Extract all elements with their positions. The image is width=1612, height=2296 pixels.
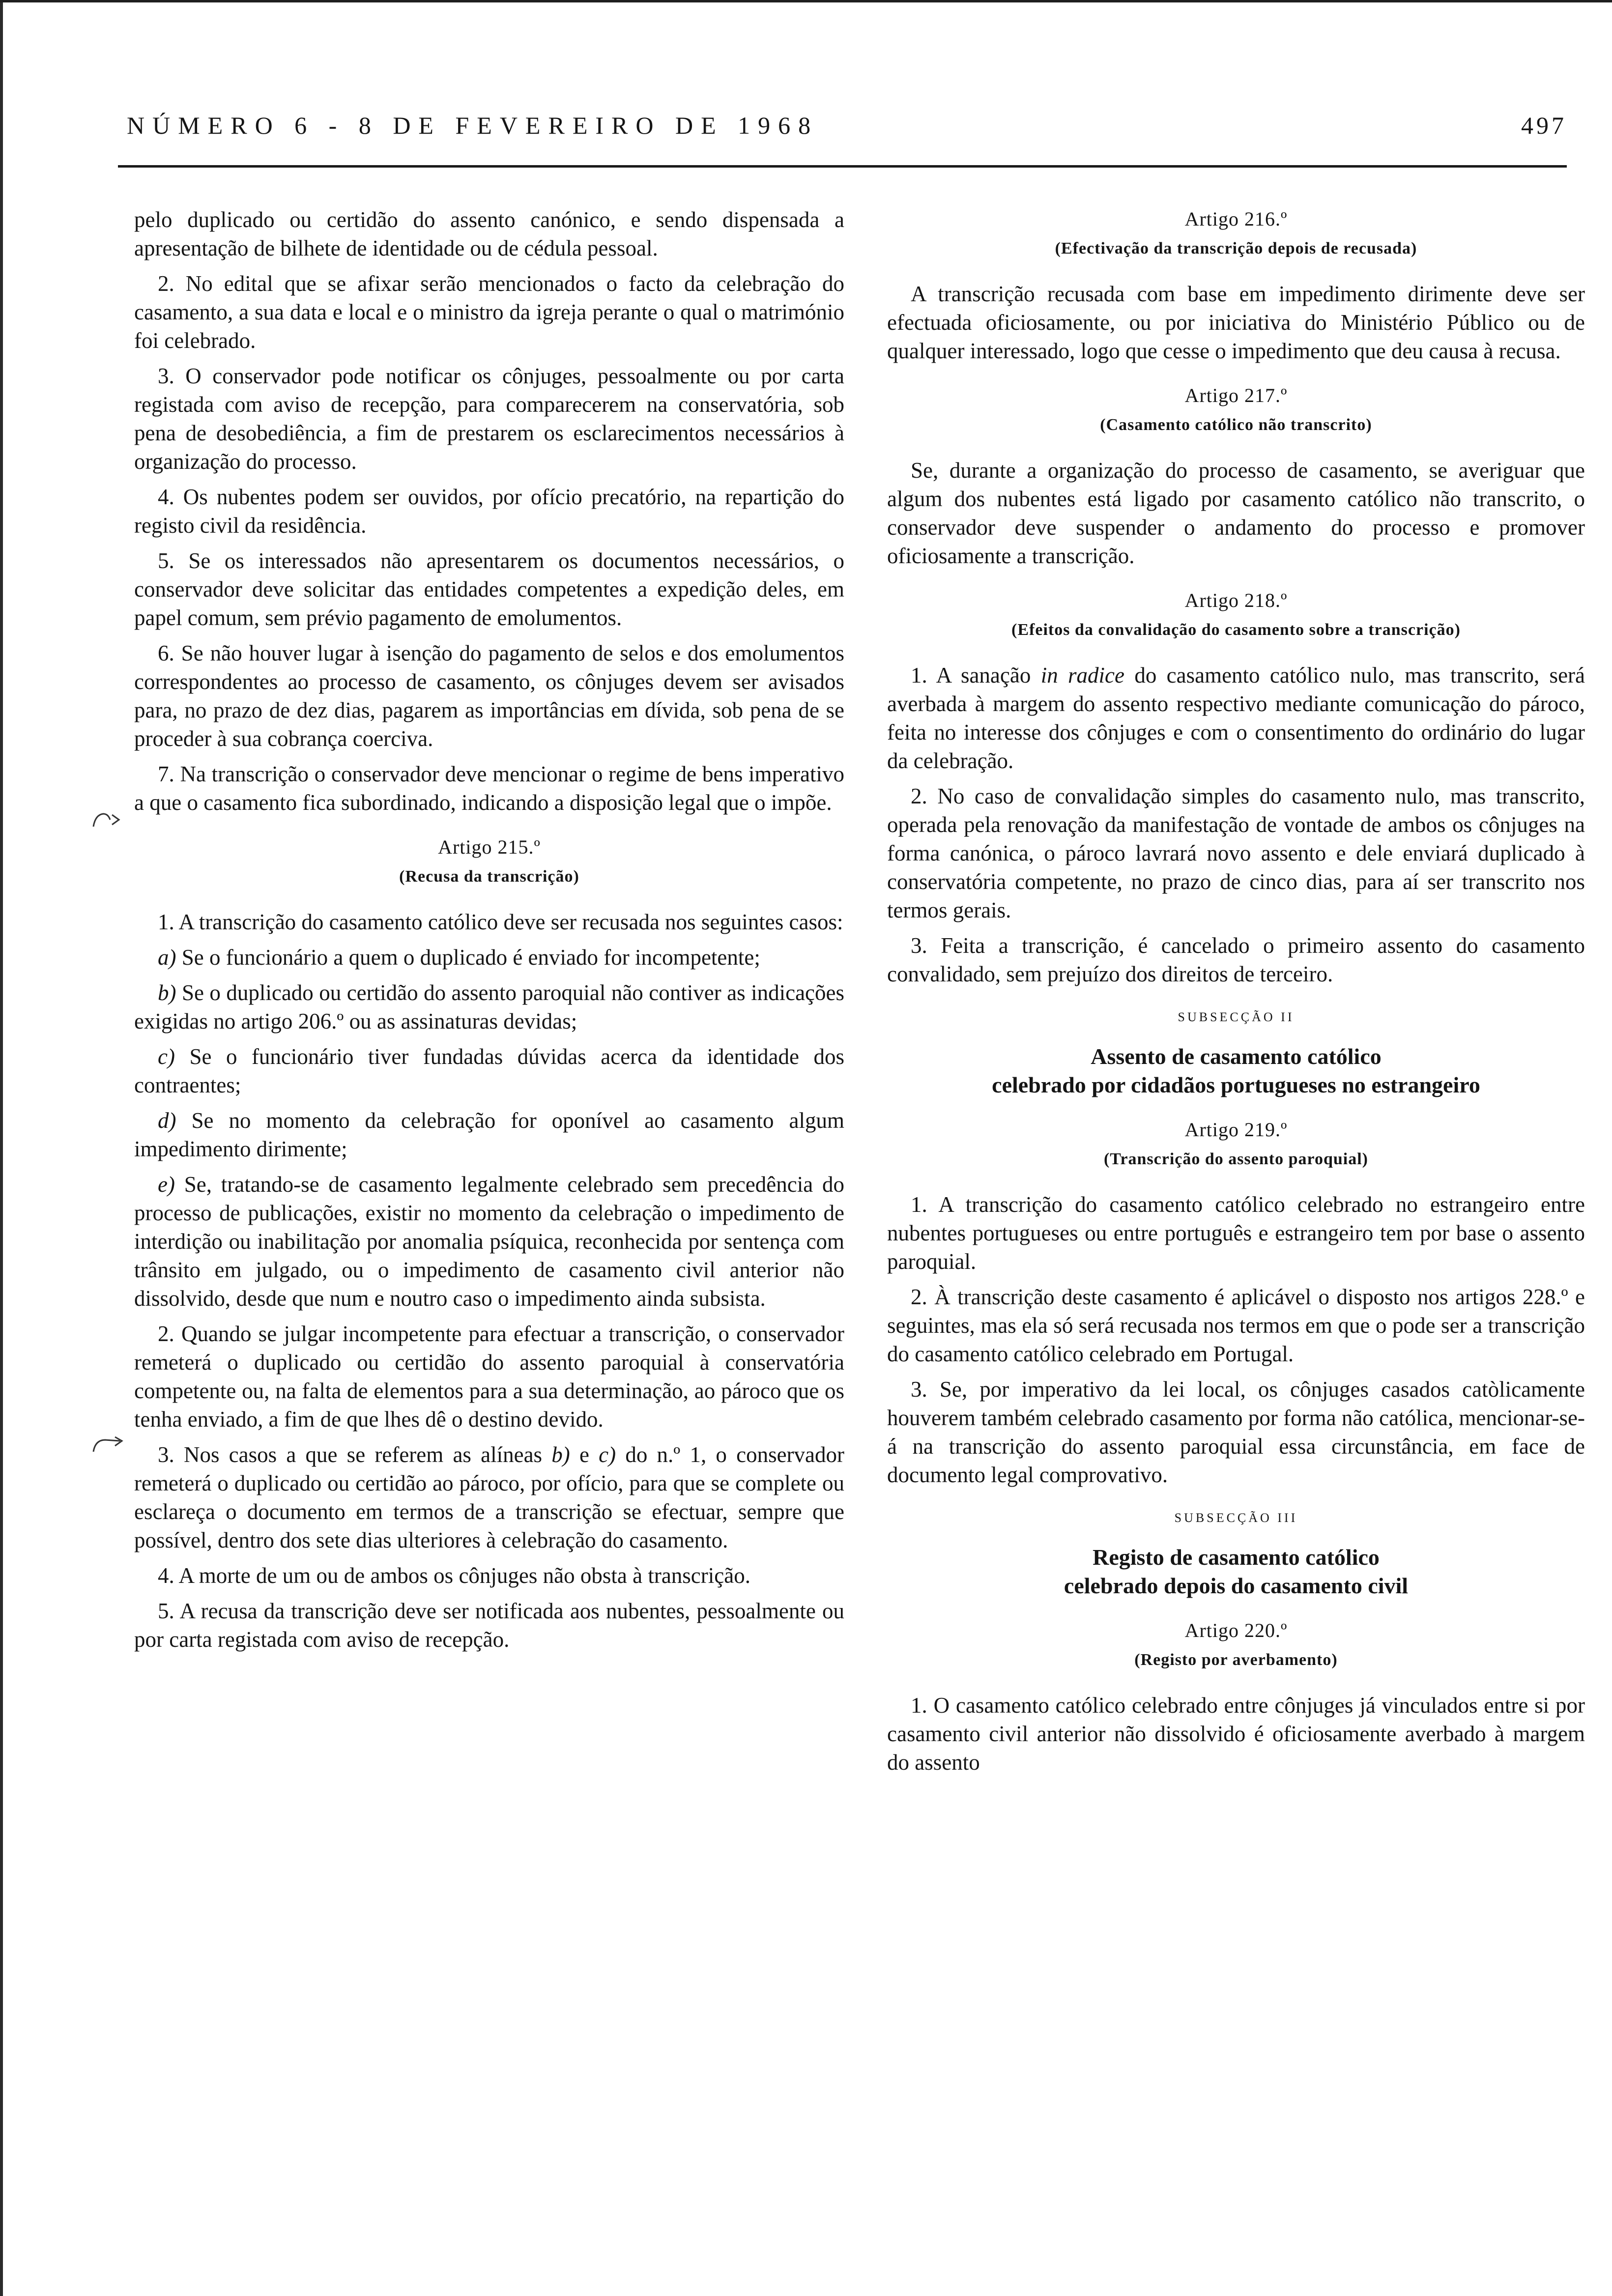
text-run: 3. Nos casos a que se referem as alíneas bbox=[158, 1442, 552, 1467]
header-issue-date: NÚMERO 6 - 8 DE FEVEREIRO DE 1968 bbox=[127, 112, 819, 139]
header-page-number: 497 bbox=[1521, 112, 1567, 139]
paragraph: 4. A morte de um ou de ambos os cônjuges não obsta à transcrição. bbox=[158, 1563, 750, 1588]
margin-arrow-mark-2 bbox=[90, 1435, 130, 1455]
left-column bbox=[134, 205, 844, 1661]
item-text: Se no momento da celebração for oponível ao casamento algum impedimento dirimente; bbox=[134, 1108, 844, 1161]
paragraph: 6. Se não houver lugar à isenção do pagamento de selos e dos emolumentos correspondentes ao processo de casamento, os cônjuges devem ser avisados para, no prazo de dez dias, pagarem as importâncias em dívida, sob pena de se proceder à sua cobrança coerciva. bbox=[134, 641, 844, 751]
item-ref: c) bbox=[599, 1442, 616, 1467]
section-heading bbox=[887, 1543, 1585, 1600]
right-column bbox=[887, 205, 1585, 1783]
latin-term: in radice bbox=[1040, 663, 1124, 688]
item-ref: b) bbox=[551, 1442, 570, 1467]
page-header bbox=[127, 111, 1567, 155]
article-subtitle: (Recusa da transcrição) bbox=[399, 867, 579, 886]
paragraph: 2. À transcrição deste casamento é aplicável o disposto nos artigos 228.º e seguintes, mas ela só será recusada nos termos em que o pode ser a transcrição do casamento católico celebrado em Portugal. bbox=[887, 1285, 1585, 1366]
item-text: Se o duplicado ou certidão do assento paroquial não contiver as indicações exigidas no artigo 206.º ou as assinaturas devidas; bbox=[134, 980, 844, 1033]
paragraph: 5. A recusa da transcrição deve ser notificada aos nubentes, pessoalmente ou por carta registada com aviso de recepção. bbox=[134, 1599, 844, 1652]
section-heading-line: celebrado depois do casamento civil bbox=[1064, 1573, 1409, 1598]
subsection-label: SUBSECÇÃO II bbox=[1178, 1010, 1295, 1024]
paragraph: 1. A transcrição do casamento católico deve ser recusada nos seguintes casos: bbox=[158, 910, 843, 934]
item-label: d) bbox=[158, 1108, 176, 1133]
item-text: Se o funcionário a quem o duplicado é enviado for incompetente; bbox=[176, 945, 760, 970]
text-run: 1. A sanação bbox=[911, 663, 1041, 688]
paragraph: Se, durante a organização do processo de casamento, se averiguar que algum dos nubentes está ligado por casamento católico não transcrito, o conservador deve suspender o andamento do processo e promover oficiosamente a transcrição. bbox=[887, 458, 1585, 568]
article-title: Artigo 218.º bbox=[1184, 589, 1288, 611]
paragraph: 3. Feita a transcrição, é cancelado o primeiro assento do casamento convalidado, sem prejuízo dos direitos de terceiro. bbox=[887, 933, 1585, 986]
article-subtitle: (Registo por averbamento) bbox=[1134, 1651, 1338, 1669]
scan-top-line bbox=[0, 0, 1612, 2]
paragraph: 2. Quando se julgar incompetente para efectuar a transcrição, o conservador remeterá o duplicado ou certidão do assento paroquial à conservatória competente ou, na falta de elementos para a sua determinação, ao pároco que os tenha enviado, a fim de que lhes dê o destino devido. bbox=[134, 1321, 844, 1432]
item-label: e) bbox=[158, 1172, 175, 1197]
text-run: e bbox=[570, 1442, 599, 1467]
section-heading bbox=[887, 1042, 1585, 1099]
paragraph: 2. No caso de convalidação simples do casamento nulo, mas transcrito, operada pela renovação da manifestação de vontade de ambos os cônjuges na forma canónica, o pároco lavrará novo assento e dele enviará duplicado à conservatória competente, no prazo de cinco dias, para aí ser transcrito nos termos gerais. bbox=[887, 784, 1585, 922]
article-title: Artigo 219.º bbox=[1184, 1119, 1288, 1141]
item-label: b) bbox=[158, 980, 176, 1005]
subsection-label: SUBSECÇÃO III bbox=[1174, 1511, 1298, 1525]
article-subtitle: (Casamento católico não transcrito) bbox=[1100, 416, 1372, 434]
section-heading-line: celebrado por cidadãos portugueses no estrangeiro bbox=[992, 1072, 1480, 1097]
paragraph: 2. No edital que se afixar serão mencionados o facto da celebração do casamento, a sua data e local e o ministro da igreja perante o qual o matrimónio foi celebrado. bbox=[134, 271, 844, 353]
scan-edge-line bbox=[0, 0, 3, 2296]
article-title: Artigo 215.º bbox=[438, 836, 541, 858]
paragraph: pelo duplicado ou certidão do assento canónico, e sendo dispensada a apresentação de bilhete de identidade ou de cédula pessoal. bbox=[134, 207, 844, 260]
text-run: do casamento católico nulo, mas transcrito, será averbada à margem do assento respectivo mediante comunicação do pároco, feita no interesse dos cônjuges e com o consentimento do ordinário do lugar da celebração. bbox=[887, 663, 1585, 773]
section-heading-line: Registo de casamento católico bbox=[1093, 1545, 1380, 1570]
paragraph-item-c bbox=[134, 1042, 844, 1099]
item-label: c) bbox=[158, 1044, 175, 1069]
paragraph: 1. O casamento católico celebrado entre cônjuges já vinculados entre si por casamento civil anterior não dissolvido é oficiosamente averbado à margem do assento bbox=[887, 1693, 1585, 1775]
paragraph-item-b bbox=[134, 978, 844, 1035]
item-text: Se, tratando-se de casamento legalmente celebrado sem precedência do processo de publicações, existir no momento da celebração o impedimento de interdição ou inabilitação por anomalia psíquica, reconhecida por sentença com trânsito em julgado, ou o impedimento de casamento civil anterior não dissolvido, desde que num e noutro caso o impedimento ainda subsista. bbox=[134, 1172, 844, 1311]
margin-arrow-mark-1 bbox=[90, 810, 130, 830]
paragraph-item-a bbox=[134, 943, 844, 972]
item-text: Se o funcionário tiver fundadas dúvidas acerca da identidade dos contraentes; bbox=[134, 1044, 844, 1097]
paragraph: A transcrição recusada com base em impedimento dirimente deve ser efectuada oficiosamente, ou por iniciativa do Ministério Público ou de qualquer interessado, logo que cesse o impedimento que deu causa à recusa. bbox=[887, 282, 1585, 363]
article-title: Artigo 220.º bbox=[1184, 1619, 1288, 1641]
article-subtitle: (Efectivação da transcrição depois de recusada) bbox=[1055, 239, 1417, 258]
article-title: Artigo 216.º bbox=[1184, 208, 1288, 230]
paragraph: 5. Se os interessados não apresentarem os documentos necessários, o conservador deve solicitar das entidades competentes a expedição deles, em papel comum, sem prévio pagamento de emolumentos. bbox=[134, 548, 844, 630]
article-subtitle: (Transcrição do assento paroquial) bbox=[1103, 1150, 1369, 1168]
paragraph bbox=[134, 1440, 844, 1554]
item-label: a) bbox=[158, 945, 176, 970]
paragraph bbox=[887, 661, 1585, 775]
paragraph: 4. Os nubentes podem ser ouvidos, por ofício precatório, na repartição do registo civil da residência. bbox=[134, 485, 844, 538]
paragraph: 7. Na transcrição o conservador deve mencionar o regime de bens imperativo a que o casamento fica subordinado, indicando a disposição legal que o impõe. bbox=[134, 762, 844, 815]
header-rule bbox=[118, 165, 1567, 168]
article-title: Artigo 217.º bbox=[1184, 384, 1288, 406]
paragraph: 1. A transcrição do casamento católico celebrado no estrangeiro entre nubentes portugueses ou entre português e estrangeiro tem por base o assento paroquial. bbox=[887, 1192, 1585, 1274]
paragraph-item-e bbox=[134, 1170, 844, 1313]
paragraph: 3. Se, por imperativo da lei local, os cônjuges casados catòlicamente houverem também celebrado casamento por forma não católica, mencionar-se-á na transcrição do assento paroquial essa circunstância, em face de documento legal comprovativo. bbox=[887, 1377, 1585, 1487]
paragraph: 3. O conservador pode notificar os cônjuges, pessoalmente ou por carta registada com aviso de recepção, para comparecerem na conservatória, sob pena de desobediência, a fim de prestarem os esclarecimentos necessários à organização do processo. bbox=[134, 364, 844, 474]
section-heading-line: Assento de casamento católico bbox=[1091, 1044, 1382, 1069]
paragraph-item-d bbox=[134, 1106, 844, 1163]
text-run: do n.º 1, o conservador remeterá o duplicado ou certidão ao pároco, por ofício, para que se complete ou esclareça o documento em termos de a transcrição se efectuar, sempre que possível, dentro dos sete dias ulteriores à celebração do casamento. bbox=[134, 1442, 845, 1552]
article-subtitle: (Efeitos da convalidação do casamento sobre a transcrição) bbox=[1011, 621, 1461, 639]
